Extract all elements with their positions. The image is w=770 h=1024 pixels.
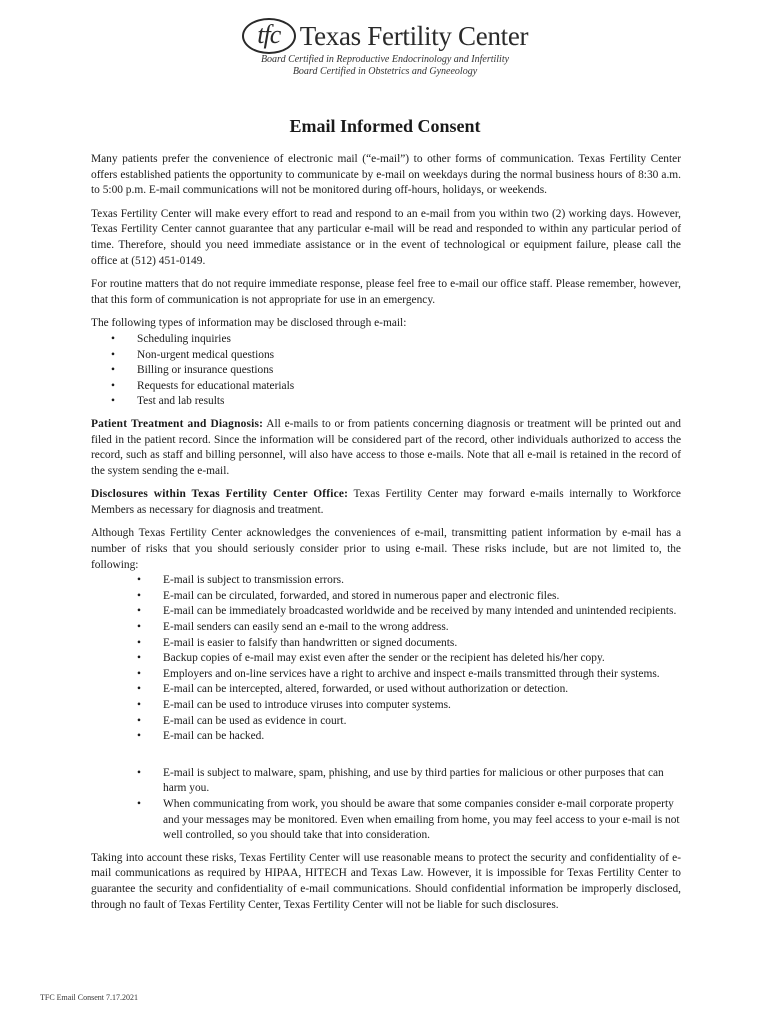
logo-initials: tfc [242,18,296,54]
list-item: • E-mail can be hacked. [91,729,681,745]
document-body [91,152,681,921]
paragraph-conclusion: Taking into account these risks, Texas Fertility Center will use reasonable means to protect the security and confidentiality of e-mail communications as required by HIPAA, HITECH and Texas Law. However, it is impossible for Texas Fertility Center to guarantee the security and confidentiality of e-mail communications. Should confidential information be improperly disclosed, through no fault of Texas Fertility Center, Texas Fertility Center will not be liable for such disclosures. [91,851,681,911]
list-item: • E-mail is subject to transmission errors. [91,573,681,589]
risks-list-continued [91,766,681,844]
paragraph-intro: Many patients prefer the convenience of electronic mail (“e-mail”) to other forms of communication. Texas Fertility Center offers established patients the opportunity to communicate by e-mail on weekdays during the normal business hours of 8:30 a.m. to 5:00 p.m. E-mail communications will not be monitored during off-hours, holidays, or weekends. [91,153,681,197]
list-item: • E-mail can be immediately broadcasted worldwide and be received by many intended and unintended recipients. [91,604,681,620]
heading-treatment-diagnosis: Patient Treatment and Diagnosis: [91,417,264,430]
list-item: • E-mail can be circulated, forwarded, and stored in numerous paper and electronic files. [91,589,681,605]
paragraph-treatment-diagnosis [91,417,681,479]
heading-disclosures: Disclosures within Texas Fertility Center Office: [91,488,349,501]
list-item: • When communicating from work, you should be aware that some companies consider e-mail corporate property and your messages may be monitored. Even when emailing from home, you may feel access to your e-mail is not well controlled, so you should take that into consideration. [91,797,681,844]
text-disclosures: Texas Fertility Center may forward e-mails internally to Workforce Members as necessary for diagnosis and treatment. [91,488,681,516]
list-item: • Scheduling inquiries [91,332,681,348]
paragraph-disclosures [91,487,681,518]
paragraph-risks-intro: Although Texas Fertility Center acknowledges the conveniences of e-mail, transmitting patient information by e-mail has a number of risks that you should seriously consider prior to using e-mail. These risks include, but are not limited to, the following: [91,527,681,571]
org-name: Texas Fertility Center [299,20,529,51]
list-item: • Employers and on-line services have a right to archive and inspect e-mails transmitted through their systems. [91,667,681,683]
logo [242,18,528,54]
text-treatment-diagnosis: All e-mails to or from patients concerning diagnosis or treatment will be printed out and filed in the patient record. Since the information will be considered part of the record, other individuals authorized to access the record, such as staff and billing personnel, will also have access to those e-mails. Note that all e-mail is retained in the record of the system sending the e-mail. [91,417,681,477]
list-item: • E-mail senders can easily send an e-mail to the wrong address. [91,620,681,636]
letterhead [0,18,770,78]
list-item: • Test and lab results [91,394,681,410]
list-item: • Requests for educational materials [91,379,681,395]
certification-line-2: Board Certified in Obstetrics and Gyneeology [292,66,478,77]
footer-version: TFC Email Consent 7.17.2021 [40,993,138,1002]
paragraph-info-types: The following types of information may be disclosed through e-mail: [91,317,407,330]
list-item: • E-mail is easier to falsify than handwritten or signed documents. [91,636,681,652]
page-title: Email Informed Consent [289,116,481,136]
list-item: • E-mail can be used as evidence in court. [91,714,681,730]
certification-line-1: Board Certified in Reproductive Endocrinology and Infertility [260,54,510,65]
list-item: • E-mail is subject to malware, spam, phishing, and use by third parties for malicious or other purposes that can harm you. [91,766,681,797]
info-types-list [91,332,681,410]
paragraph-response-time: Texas Fertility Center will make every effort to read and respond to an e-mail from you within two (2) working days. However, Texas Fertility Center cannot guarantee that any particular e-mail will be read and responded to within any particular period of time. Therefore, should you need immediate assistance or in the event of technological or equipment failure, please call the office at (512) 451-0149. [91,207,681,267]
paragraph-routine-matters: For routine matters that do not require immediate response, please feel free to e-mail our office staff. Please remember, however, that this form of communication is not appropriate for use in an emergency. [91,278,681,306]
risks-list [91,573,681,745]
list-item: • Backup copies of e-mail may exist even after the sender or the recipient has deleted his/her copy. [91,651,681,667]
list-item: • E-mail can be intercepted, altered, forwarded, or used without authorization or detection. [91,682,681,698]
list-item: • E-mail can be used to introduce viruses into computer systems. [91,698,681,714]
list-item: • Non-urgent medical questions [91,348,681,364]
list-item: • Billing or insurance questions [91,363,681,379]
